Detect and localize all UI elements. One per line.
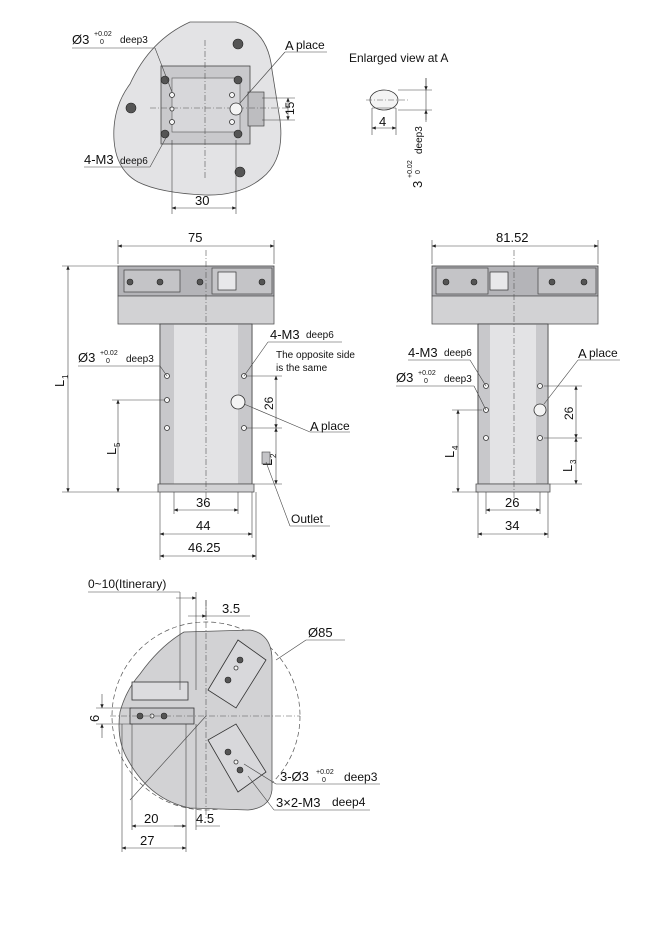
svg-text:4: 4	[451, 445, 460, 450]
itinerary-label: 0~10(Itinerary)	[88, 577, 167, 591]
svg-text:5: 5	[113, 442, 122, 447]
dim-26-h: 26	[505, 495, 520, 510]
dim-6: 6	[87, 714, 102, 722]
svg-text:deep6: deep6	[120, 156, 148, 167]
hole-label: Ø3	[78, 350, 96, 365]
dim-l2: L	[260, 458, 275, 466]
svg-text:0: 0	[100, 39, 104, 46]
svg-text:deep6: deep6	[444, 348, 472, 359]
dim-34: 34	[505, 518, 520, 533]
svg-text:+0.02: +0.02	[418, 370, 436, 377]
thread-label: 3×2-M3	[276, 795, 321, 810]
dim-44: 44	[196, 518, 211, 533]
svg-text:place: place	[321, 419, 350, 433]
dim-26: 26	[262, 396, 276, 410]
dim-3: 3	[410, 180, 425, 188]
dim-45: 4.5	[196, 811, 215, 826]
front-view	[52, 230, 355, 560]
screw-icon	[235, 167, 245, 177]
dim-l3: L	[560, 464, 575, 472]
svg-text:+0.02: +0.02	[316, 769, 334, 776]
svg-text:deep3: deep3	[414, 126, 425, 154]
hole-label: Ø3	[396, 370, 414, 385]
svg-text:3: 3	[569, 459, 578, 464]
enlarged-view	[349, 51, 448, 188]
svg-text:deep6: deep6	[306, 330, 334, 341]
svg-text:1: 1	[61, 374, 70, 379]
svg-text:deep3: deep3	[344, 770, 378, 784]
dim-4625: 46.25	[188, 540, 221, 555]
hole-label: 3-Ø3	[280, 769, 309, 784]
svg-text:deep4: deep4	[332, 795, 366, 809]
dim-8152: 81.52	[496, 230, 529, 245]
svg-text:+0.02: +0.02	[94, 31, 112, 38]
svg-text:+0.02: +0.02	[407, 160, 414, 178]
bottom-view	[87, 577, 380, 852]
dim-20: 20	[144, 811, 159, 826]
dim-l1: L	[52, 379, 67, 387]
svg-text:+0.02: +0.02	[100, 350, 118, 357]
thread-label: 4-M3	[270, 327, 300, 342]
dim-35: 3.5	[222, 601, 241, 616]
svg-text:2: 2	[269, 453, 278, 458]
svg-text:deep3: deep3	[126, 354, 154, 365]
svg-text:A: A	[285, 38, 294, 53]
dim-30: 30	[195, 193, 210, 208]
thread-label: 4-M3	[84, 152, 114, 167]
dim-4: 4	[379, 114, 387, 129]
screw-icon	[161, 76, 169, 84]
svg-text:A: A	[578, 346, 587, 361]
screw-icon	[234, 76, 242, 84]
svg-text:0: 0	[106, 358, 110, 365]
screw-icon	[233, 39, 243, 49]
svg-text:is the same: is the same	[276, 363, 328, 374]
side-view	[396, 230, 620, 538]
outlet-label: Outlet	[291, 512, 324, 526]
svg-text:place: place	[589, 346, 618, 360]
hole-label: Ø3	[72, 32, 90, 47]
dim-27: 27	[140, 833, 155, 848]
enlarged-view-title: Enlarged view at A	[349, 51, 449, 65]
dim-85: Ø85	[308, 625, 333, 640]
dim-l4: L	[442, 450, 457, 458]
screw-icon	[126, 103, 136, 113]
svg-text:A: A	[310, 419, 319, 434]
svg-text:The opposite side: The opposite side	[276, 350, 355, 361]
svg-text:deep3: deep3	[120, 35, 148, 46]
dim-36: 36	[196, 495, 211, 510]
svg-text:0: 0	[322, 777, 326, 784]
thread-label: 4-M3	[408, 345, 438, 360]
dim-26-v: 26	[562, 406, 576, 420]
dim-l5: L	[104, 447, 119, 455]
svg-text:deep3: deep3	[444, 374, 472, 385]
top-view	[72, 22, 327, 214]
dim-75: 75	[188, 230, 203, 245]
screw-icon	[234, 130, 242, 138]
svg-text:0: 0	[424, 378, 428, 385]
dim-15: 15	[283, 101, 297, 115]
svg-text:0: 0	[415, 170, 422, 174]
svg-text:place: place	[296, 38, 325, 52]
